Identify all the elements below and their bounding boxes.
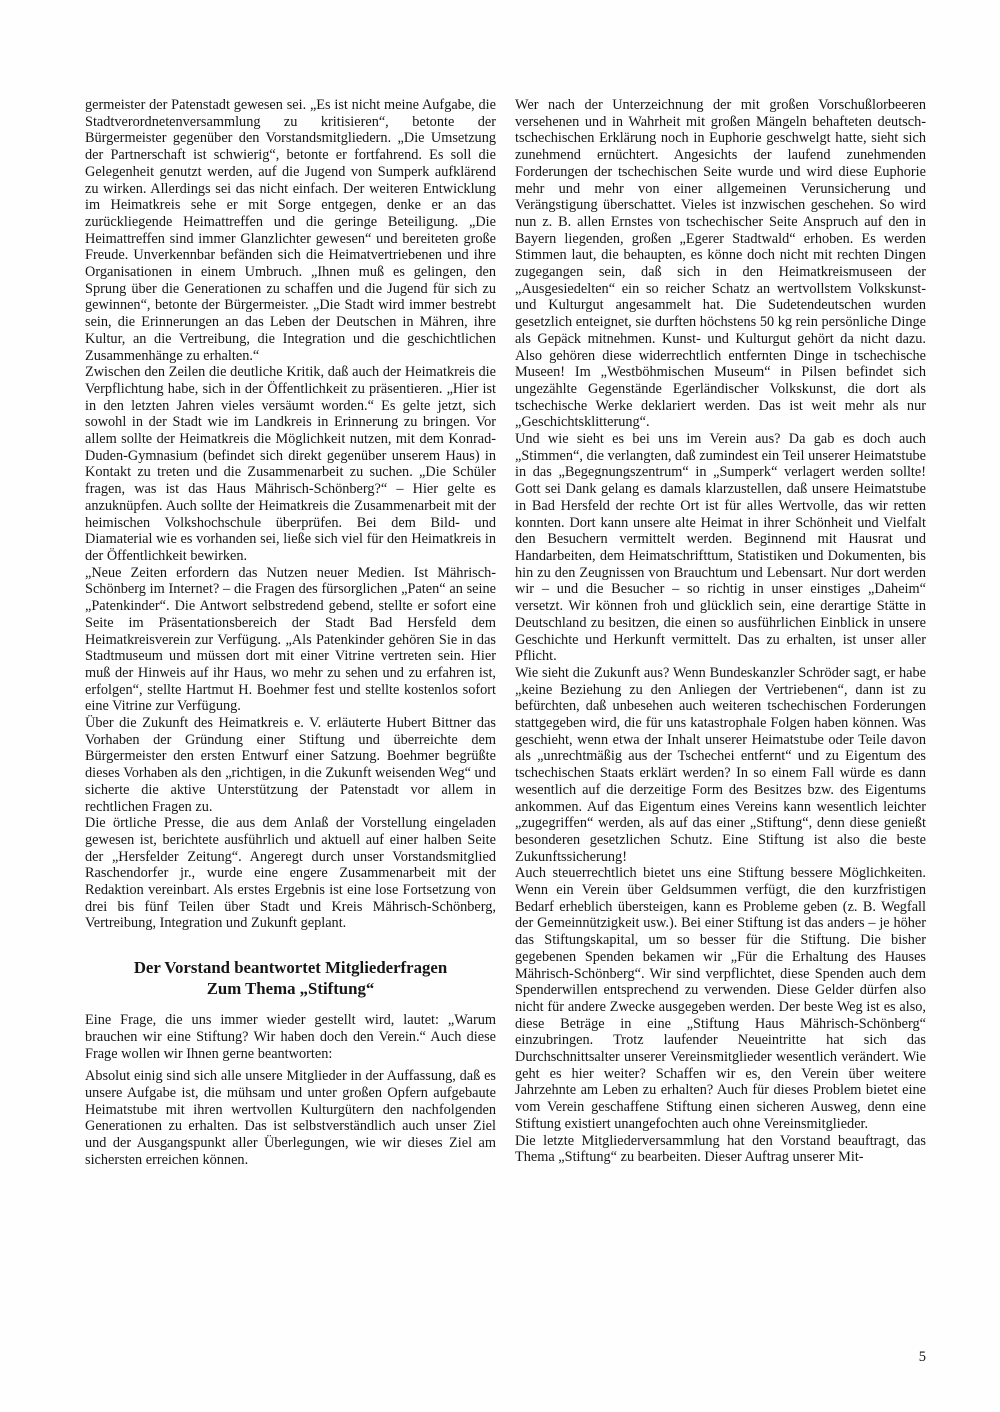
paragraph: Über die Zukunft des Heimatkreis e. V. erläuterte Hubert Bittner das Vorhaben der Gründung einer Stiftung und überreichte dem Bürgermeister den ersten Entwurf einer Satzung. Boehmer begrüßte dieses Vorhaben als den „richtigen, in die Zukunft weisenden Weg“ und sicherte die aktive Unterstützung der Patenstadt vor allem in rechtlichen Fragen zu. <box>85 715 496 815</box>
paragraph: Zwischen den Zeilen die deutliche Kritik, daß auch der Heimatkreis die Verpflichtung habe, sich in der Öffentlichkeit zu präsentieren. „Hier ist in den letzten Jahren vieles versäumt worden.“ Es gelte jetzt, sich sowohl in der Stadt wie im Landkreis in Erinnerung zu bringen. Vor allem sollte der Heimatkreis die Möglichkeit nutzen, mit dem Konrad-Duden-Gymnasium (befindet sich direkt gegenüber unserem Haus) in Kontakt zu treten und die Zusammenarbeit zu suchen. „Die Schüler fragen, was ist das Haus Mährisch-Schönberg?“ – Hier gelte es anzuknüpfen. Auch sollte der Heimatkreis die Zusammenarbeit mit der heimischen Volkshochschule überprüfen. Bei dem Bild- und Diamaterial wie es vorhanden sei, ließe sich viel für den Heimatkreis in der Öffentlichkeit bewirken. <box>85 364 496 564</box>
section-heading-line: Der Vorstand beantwortet Mitgliederfragen <box>133 958 448 978</box>
paragraph: Die örtliche Presse, die aus dem Anlaß der Vorstellung eingeladen gewesen ist, berichtete ausführlich und aktuell auf einer halben Seite der „Hersfelder Zeitung“. Angeregt durch unser Vorstandsmitglied Raschendorfer jr., wurde eine engere Zusammenarbeit mit der Redaktion vereinbart. Als erstes Ergebnis ist eine lose Fortsetzung von drei bis fünf Teilen über Stadt und Kreis Mährisch-Schönberg, Vertreibung, Integration und Zukunft geplant. <box>85 815 496 932</box>
paragraph: Die letzte Mitgliederversammlung hat den Vorstand beauftragt, das Thema „Stiftung“ zu bearbeiten. Dieser Auftrag unserer Mit- <box>515 1132 926 1166</box>
paragraph: Wer nach der Unterzeichnung der mit großen Vorschußlorbeeren versehenen und in Wahrheit mit großen Mängeln behafteten deutsch-tschechischen Erklärung noch in Euphorie geschwelgt hatte, sieht sich zunehmend ernüchtert. Angesichts der laufend zunehmenden Forderungen der tschechischen Seite wurde und wird diese Euphorie mehr und mehr von einer allgemeinen Verunsicherung und Verängstigung überschattet. Vieles ist inzwischen geschehen. So wird nun z. B. allen Ernstes von tschechischer Seite Anspruch auf den in Bayern liegenden, großen „Egerer Stadtwald“ erhoben. Es werden Stimmen laut, die behaupten, es könne doch nicht mit rechten Dingen zugegangen sein, daß sich in den Heimatkreismuseen der „Ausgesiedelten“ ein so reicher Schatz an wertvollstem Volkskunst- und Kulturgut angesammelt hat. Die Sudetendeutschen wurden gesetzlich enteignet, sie durften höchstens 50 kg rein persönliche Dinge als Gepäck mitnehmen. Kunst- und Kulturgut gehört da nicht dazu. Also gehören diese widerrechtlich entfernten Dinge in tschechische Museen! Im „Westböhmischen Museum“ in Pilsen befindet sich ungezählte Gegenstände Egerländischer Volkskunst, die dort als tschechische Werke deklariert werden. Das ist weit mehr als nur „Geschichtsklitterung“. <box>515 97 926 431</box>
section-heading <box>85 957 496 999</box>
paragraph: „Neue Zeiten erfordern das Nutzen neuer Medien. Ist Mährisch-Schönberg im Internet? – die Fragen des fürsorglichen „Paten“ an seine „Patenkinder“. Die Antwort selbstredend gebend, stellte er sofort eine Seite im Präsentationsbereich der Stadt Bad Hersfeld dem Heimatkreisverein zur Verfügung. „Als Patenkinder gehören Sie in das Stadtmuseum und müssen dort mit einer Vitrine vertreten sein. Hier muß der Hinweis auf ihr Haus, wo mehr zu sehen und zu erfahren ist, erfolgen“, stellte Hartmut H. Boehmer fest und stellte kostenlos sofort eine Vitrine zur Verfügung. <box>85 564 496 715</box>
paragraph: Wie sieht die Zukunft aus? Wenn Bundeskanzler Schröder sagt, er habe „keine Beziehung zu den Anliegen der Vertriebenen“, dann ist zu befürchten, daß unbesehen auch weiteren tschechischen Forderungen stattgegeben wird, die für uns katastrophale Folgen haben können. Was geschieht, wenn etwa der Inhalt unserer Heimatstube oder Teile davon als „unrechtmäßig aus der Tschechei entfernt“ und zu Eigentum des tschechischen Staats erklärt werden? In so einem Fall würde es dann wesentlich auf die derzeitige Form des Besitzes bzw. des Eigentums ankommen. Auf das Eigentum eines Vereins kann wesentlich leichter „zugegriffen“ werden, als auf das einer „Stiftung“, denn diese genießt besonderen gesetzlichen Schutz. Eine Stiftung ist also die beste Zukunftssicherung! <box>515 664 926 865</box>
paragraph: Auch steuerrechtlich bietet uns eine Stiftung bessere Möglichkeiten. Wenn ein Verein über Geldsummen verfügt, die den kurzfristigen Bedarf erheblich übersteigen, kann es Probleme geben (z. B. Wegfall der Gemeinnützigkeit usw.). Bei einer Stiftung ist das anders – je höher das Stiftungskapital, um so besser für die Stiftung. Die bisher gegebenen Spenden bekamen wir „Für die Erhaltung des Hauses Mährisch-Schönberg“. Wir sind verpflichtet, diese Spenden auch dem Spenderwillen entsprechend zu verwenden. Diese Gelder dürfen also nicht für andere Zwecke ausgegeben werden. Der beste Weg ist es also, diese Beträge in eine „Stiftung Haus Mährisch-Schönberg“ einzubringen. Trotz laufender Neueintritte hat sich das Durchschnittsalter unserer Vereinsmitglieder wesentlich verändert. Wie geht es hier weiter? Schaffen wir es, den Verein über weitere Jahrzehnte am Leben zu erhalten? Auch für dieses Problem bietet eine vom Verein geschaffene Stiftung einen sicheren Ausweg, denn eine Stiftung existiert unangefochten auch ohne Vereinsmitglieder. <box>515 865 926 1132</box>
section-heading-line: Zum Thema „Stiftung“ <box>206 979 375 999</box>
paragraph: Und wie sieht es bei uns im Verein aus? Da gab es doch auch „Stimmen“, die verlangten, daß zumindest ein Teil unserer Heimatstube in das „Begegnungszentrum“ in „Sumperk“ verlagert werden sollte! Gott sei Dank gelang es damals klarzustellen, daß unsere Heimatstube in Bad Hersfeld der rechte Ort ist für alles Wertvolle, das wir retten konnten. Dort kann unsere alte Heimat in ihrer Schönheit und Vielfalt den Besuchern vermittelt werden. Beginnend mit Hausrat und Handarbeiten, dem Heimatschrifttum, Statistiken und Dokumenten, bis hin zu den Zeugnissen von Brauchtum und Lebensart. Nur dort werden wir – und die Besucher – so richtig in unser einstiges „Daheim“ versetzt. Wir können froh und glücklich sein, eine derartige Stätte in Deutschland zu besitzen, die einen so ausführlichen Einblick in unsere Geschichte und Herkunft vermittelt. Das zu erhalten, ist unser aller Pflicht. <box>515 431 926 665</box>
left-column <box>85 97 496 1168</box>
right-column <box>515 97 926 1168</box>
paragraph: germeister der Patenstadt gewesen sei. „Es ist nicht meine Aufgabe, die Stadtverordnetenversammlung zu kritisieren“, betonte der Bürgermeister gegenüber den Vorstandsmitgliedern. „Die Umsetzung der Partnerschaft ist schwierig“, betonte er fortfahrend. Es soll die Gelegenheit genutzt werden, auf die Jugend von Sumperk aufklärend zu wirken. Allerdings sei das nicht einfach. Der weiteren Entwicklung im Heimatkreis sehe er mit Sorge entgegen, denke er an das zurückliegende Heimattreffen und die geringe Beteiligung. „Die Heimattreffen sind immer Glanzlichter gewesen“ und bereiteten große Freude. Unverkennbar befänden sich die Heimatvertriebenen und ihre Organisationen in einem Umbruch. „Ihnen muß es gelingen, den Sprung über die Generationen zu schaffen und die Jugend für sich zu gewinnen“, betonte der Bürgermeister. „Die Stadt wird immer bestrebt sein, die Erinnerungen an das Leben der Deutschen in Mähren, ihre Kultur, an die Vertreibung, die Integration und die geschichtlichen Zusammenhänge zu erhalten.“ <box>85 97 496 364</box>
paragraph: Absolut einig sind sich alle unsere Mitglieder in der Auffassung, daß es unsere Aufgabe ist, die mühsam und unter großen Opfern aufgebaute Heimatstube mit ihren wertvollen Kulturgütern den nachfolgenden Generationen zu erhalten. Das ist selbstverständlich auch unser Ziel und der Ausgangspunkt aller Überlegungen, wie wir dieses Ziel am sichersten erreichen können. <box>85 1068 496 1168</box>
page-number: 5 <box>918 1349 926 1365</box>
text-columns <box>85 97 926 1168</box>
paragraph: Eine Frage, die uns immer wieder gestellt wird, lautet: „Warum brauchen wir eine Stiftung? Wir haben doch den Verein.“ Auch diese Frage wollen wir Ihnen gerne beantworten: <box>85 1012 496 1062</box>
